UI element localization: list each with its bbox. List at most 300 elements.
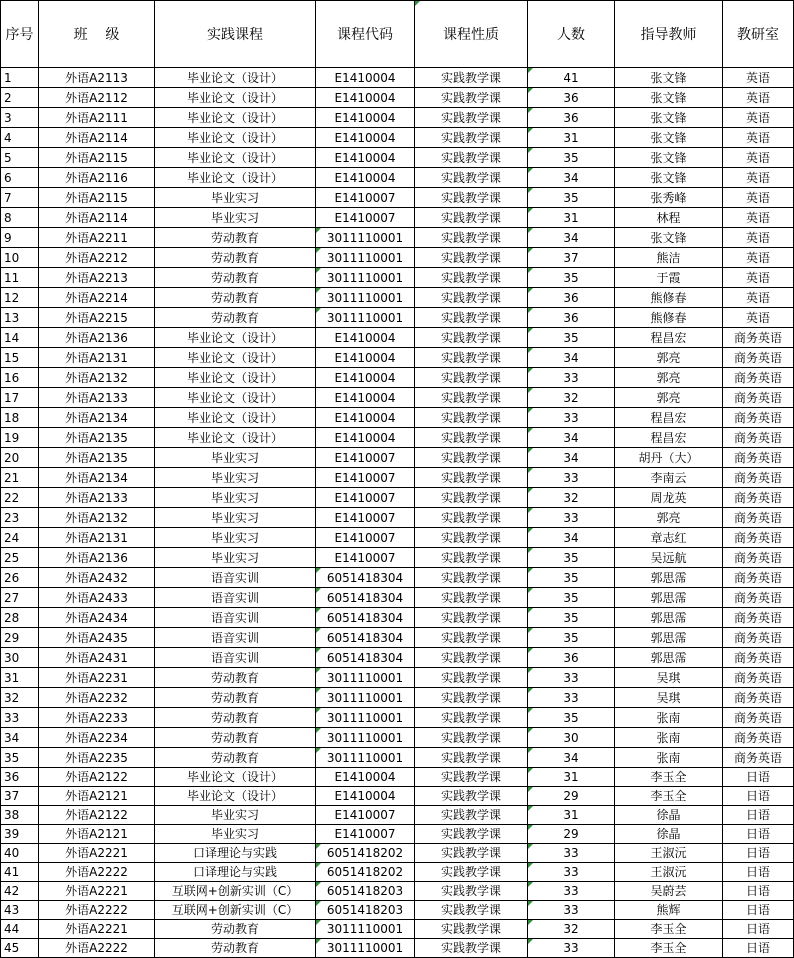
cell-type: 实践教学课 bbox=[415, 348, 528, 368]
table-row bbox=[1, 528, 794, 548]
cell-department: 商务英语 bbox=[723, 388, 794, 408]
cell-index: 38 bbox=[1, 806, 39, 825]
cell-type: 实践教学课 bbox=[415, 228, 528, 248]
cell-teacher: 程昌宏 bbox=[615, 408, 723, 428]
cell-count: 34 bbox=[528, 448, 615, 468]
cell-course: 毕业实习 bbox=[155, 825, 316, 844]
cell-code: 6051418304 bbox=[316, 568, 415, 588]
cell-course: 毕业论文（设计） bbox=[155, 88, 316, 108]
cell-index: 15 bbox=[1, 348, 39, 368]
cell-course: 毕业论文（设计） bbox=[155, 168, 316, 188]
cell-class: 外语A2234 bbox=[39, 728, 155, 748]
cell-index: 44 bbox=[1, 920, 39, 939]
table-row bbox=[1, 548, 794, 568]
cell-course: 毕业论文（设计） bbox=[155, 428, 316, 448]
cell-code: E1410004 bbox=[316, 108, 415, 128]
cell-teacher: 李玉全 bbox=[615, 920, 723, 939]
cell-code: 6051418304 bbox=[316, 608, 415, 628]
cell-code: 3011110001 bbox=[316, 939, 415, 958]
cell-course: 互联网+创新实训（C） bbox=[155, 882, 316, 901]
cell-code: E1410007 bbox=[316, 448, 415, 468]
table-header bbox=[1, 1, 794, 68]
cell-department: 英语 bbox=[723, 248, 794, 268]
cell-count: 36 bbox=[528, 288, 615, 308]
cell-type: 实践教学课 bbox=[415, 668, 528, 688]
cell-count: 34 bbox=[528, 528, 615, 548]
cell-course: 语音实训 bbox=[155, 648, 316, 668]
cell-type: 实践教学课 bbox=[415, 448, 528, 468]
table-body bbox=[1, 68, 794, 958]
cell-count: 34 bbox=[528, 228, 615, 248]
cell-teacher: 李玉全 bbox=[615, 768, 723, 787]
cell-index: 5 bbox=[1, 148, 39, 168]
cell-department: 英语 bbox=[723, 208, 794, 228]
cell-department: 英语 bbox=[723, 128, 794, 148]
cell-course: 劳动教育 bbox=[155, 268, 316, 288]
cell-code: 3011110001 bbox=[316, 288, 415, 308]
cell-type: 实践教学课 bbox=[415, 368, 528, 388]
cell-index: 22 bbox=[1, 488, 39, 508]
table-row bbox=[1, 188, 794, 208]
cell-type: 实践教学课 bbox=[415, 128, 528, 148]
cell-code: E1410007 bbox=[316, 528, 415, 548]
table-row bbox=[1, 208, 794, 228]
cell-index: 41 bbox=[1, 863, 39, 882]
cell-department: 英语 bbox=[723, 88, 794, 108]
cell-count: 33 bbox=[528, 901, 615, 920]
cell-teacher: 胡丹（大） bbox=[615, 448, 723, 468]
cell-class: 外语A2136 bbox=[39, 328, 155, 348]
cell-teacher: 郭亮 bbox=[615, 368, 723, 388]
cell-department: 英语 bbox=[723, 188, 794, 208]
cell-count: 32 bbox=[528, 488, 615, 508]
cell-index: 31 bbox=[1, 668, 39, 688]
cell-teacher: 郭亮 bbox=[615, 388, 723, 408]
cell-class: 外语A2215 bbox=[39, 308, 155, 328]
cell-department: 商务英语 bbox=[723, 668, 794, 688]
cell-department: 日语 bbox=[723, 825, 794, 844]
cell-course: 语音实训 bbox=[155, 568, 316, 588]
cell-course: 劳动教育 bbox=[155, 939, 316, 958]
cell-class: 外语A2431 bbox=[39, 648, 155, 668]
table-row bbox=[1, 901, 794, 920]
cell-course: 毕业实习 bbox=[155, 528, 316, 548]
cell-index: 11 bbox=[1, 268, 39, 288]
cell-type: 实践教学课 bbox=[415, 508, 528, 528]
cell-code: E1410007 bbox=[316, 806, 415, 825]
cell-teacher: 张文锋 bbox=[615, 128, 723, 148]
cell-code: E1410007 bbox=[316, 548, 415, 568]
cell-type: 实践教学课 bbox=[415, 844, 528, 863]
cell-teacher: 张文锋 bbox=[615, 108, 723, 128]
cell-index: 7 bbox=[1, 188, 39, 208]
cell-type: 实践教学课 bbox=[415, 628, 528, 648]
cell-department: 日语 bbox=[723, 939, 794, 958]
table-row bbox=[1, 588, 794, 608]
cell-teacher: 张南 bbox=[615, 708, 723, 728]
cell-course: 劳动教育 bbox=[155, 248, 316, 268]
cell-course: 毕业论文（设计） bbox=[155, 328, 316, 348]
cell-class: 外语A2112 bbox=[39, 88, 155, 108]
cell-code: 3011110001 bbox=[316, 248, 415, 268]
cell-teacher: 郭思霈 bbox=[615, 588, 723, 608]
cell-department: 英语 bbox=[723, 108, 794, 128]
cell-type: 实践教学课 bbox=[415, 748, 528, 768]
table-row bbox=[1, 568, 794, 588]
table-row bbox=[1, 939, 794, 958]
cell-department: 商务英语 bbox=[723, 688, 794, 708]
cell-code: E1410007 bbox=[316, 208, 415, 228]
table-row bbox=[1, 448, 794, 468]
cell-course: 互联网+创新实训（C） bbox=[155, 901, 316, 920]
cell-type: 实践教学课 bbox=[415, 768, 528, 787]
cell-department: 商务英语 bbox=[723, 368, 794, 388]
cell-index: 17 bbox=[1, 388, 39, 408]
cell-index: 45 bbox=[1, 939, 39, 958]
cell-class: 外语A2116 bbox=[39, 168, 155, 188]
header-teacher: 指导教师 bbox=[615, 1, 723, 68]
cell-index: 27 bbox=[1, 588, 39, 608]
cell-class: 外语A2136 bbox=[39, 548, 155, 568]
table-row bbox=[1, 108, 794, 128]
cell-type: 实践教学课 bbox=[415, 648, 528, 668]
cell-class: 外语A2233 bbox=[39, 708, 155, 728]
cell-class: 外语A2131 bbox=[39, 528, 155, 548]
cell-teacher: 吴琪 bbox=[615, 668, 723, 688]
cell-department: 英语 bbox=[723, 228, 794, 248]
cell-index: 23 bbox=[1, 508, 39, 528]
cell-count: 33 bbox=[528, 408, 615, 428]
cell-class: 外语A2222 bbox=[39, 901, 155, 920]
cell-count: 31 bbox=[528, 128, 615, 148]
cell-course: 毕业实习 bbox=[155, 488, 316, 508]
cell-count: 35 bbox=[528, 148, 615, 168]
cell-course: 毕业论文（设计） bbox=[155, 108, 316, 128]
cell-code: E1410004 bbox=[316, 128, 415, 148]
cell-teacher: 于霞 bbox=[615, 268, 723, 288]
cell-count: 35 bbox=[528, 328, 615, 348]
cell-class: 外语A2133 bbox=[39, 488, 155, 508]
cell-count: 35 bbox=[528, 628, 615, 648]
cell-teacher: 张南 bbox=[615, 748, 723, 768]
cell-course: 口译理论与实践 bbox=[155, 844, 316, 863]
cell-count: 33 bbox=[528, 468, 615, 488]
cell-code: E1410004 bbox=[316, 328, 415, 348]
cell-class: 外语A2432 bbox=[39, 568, 155, 588]
cell-course: 毕业论文（设计） bbox=[155, 148, 316, 168]
cell-index: 12 bbox=[1, 288, 39, 308]
cell-class: 外语A2132 bbox=[39, 368, 155, 388]
cell-code: 3011110001 bbox=[316, 920, 415, 939]
cell-teacher: 徐晶 bbox=[615, 806, 723, 825]
table-row bbox=[1, 806, 794, 825]
cell-count: 32 bbox=[528, 920, 615, 939]
cell-teacher: 郭思霈 bbox=[615, 568, 723, 588]
cell-count: 35 bbox=[528, 588, 615, 608]
cell-department: 商务英语 bbox=[723, 588, 794, 608]
cell-index: 33 bbox=[1, 708, 39, 728]
cell-course: 口译理论与实践 bbox=[155, 863, 316, 882]
header-index: 序号 bbox=[1, 1, 39, 68]
cell-index: 14 bbox=[1, 328, 39, 348]
table-row bbox=[1, 308, 794, 328]
cell-index: 42 bbox=[1, 882, 39, 901]
cell-index: 19 bbox=[1, 428, 39, 448]
cell-index: 40 bbox=[1, 844, 39, 863]
cell-teacher: 郭亮 bbox=[615, 348, 723, 368]
cell-index: 29 bbox=[1, 628, 39, 648]
cell-count: 33 bbox=[528, 863, 615, 882]
cell-class: 外语A2231 bbox=[39, 668, 155, 688]
cell-code: E1410004 bbox=[316, 428, 415, 448]
cell-department: 英语 bbox=[723, 168, 794, 188]
cell-course: 毕业实习 bbox=[155, 548, 316, 568]
table-row bbox=[1, 168, 794, 188]
header-count: 人数 bbox=[528, 1, 615, 68]
table-row bbox=[1, 368, 794, 388]
cell-code: E1410004 bbox=[316, 348, 415, 368]
table-row bbox=[1, 408, 794, 428]
cell-class: 外语A2212 bbox=[39, 248, 155, 268]
cell-count: 29 bbox=[528, 825, 615, 844]
cell-code: 6051418304 bbox=[316, 628, 415, 648]
cell-code: 6051418304 bbox=[316, 648, 415, 668]
cell-class: 外语A2435 bbox=[39, 628, 155, 648]
cell-department: 商务英语 bbox=[723, 568, 794, 588]
cell-count: 35 bbox=[528, 268, 615, 288]
cell-teacher: 章志红 bbox=[615, 528, 723, 548]
cell-count: 33 bbox=[528, 844, 615, 863]
cell-count: 31 bbox=[528, 806, 615, 825]
cell-department: 商务英语 bbox=[723, 528, 794, 548]
cell-teacher: 郭思霈 bbox=[615, 608, 723, 628]
cell-count: 35 bbox=[528, 548, 615, 568]
cell-index: 35 bbox=[1, 748, 39, 768]
table-row bbox=[1, 388, 794, 408]
cell-class: 外语A2114 bbox=[39, 208, 155, 228]
cell-type: 实践教学课 bbox=[415, 248, 528, 268]
cell-teacher: 周龙英 bbox=[615, 488, 723, 508]
cell-type: 实践教学课 bbox=[415, 288, 528, 308]
cell-department: 日语 bbox=[723, 806, 794, 825]
cell-type: 实践教学课 bbox=[415, 901, 528, 920]
cell-index: 3 bbox=[1, 108, 39, 128]
cell-teacher: 吴琪 bbox=[615, 688, 723, 708]
cell-class: 外语A2221 bbox=[39, 920, 155, 939]
cell-teacher: 郭思霈 bbox=[615, 628, 723, 648]
cell-index: 34 bbox=[1, 728, 39, 748]
table-row bbox=[1, 648, 794, 668]
cell-index: 39 bbox=[1, 825, 39, 844]
cell-department: 商务英语 bbox=[723, 468, 794, 488]
cell-type: 实践教学课 bbox=[415, 428, 528, 448]
cell-course: 劳动教育 bbox=[155, 228, 316, 248]
cell-department: 商务英语 bbox=[723, 448, 794, 468]
cell-teacher: 熊洁 bbox=[615, 248, 723, 268]
table-row bbox=[1, 508, 794, 528]
cell-teacher: 熊修春 bbox=[615, 308, 723, 328]
cell-department: 英语 bbox=[723, 288, 794, 308]
cell-department: 英语 bbox=[723, 268, 794, 288]
table-row bbox=[1, 88, 794, 108]
cell-teacher: 郭思霈 bbox=[615, 648, 723, 668]
table-row bbox=[1, 128, 794, 148]
cell-count: 37 bbox=[528, 248, 615, 268]
cell-class: 外语A2222 bbox=[39, 863, 155, 882]
cell-code: 6051418304 bbox=[316, 588, 415, 608]
cell-type: 实践教学课 bbox=[415, 920, 528, 939]
cell-type: 实践教学课 bbox=[415, 608, 528, 628]
table-row bbox=[1, 688, 794, 708]
cell-count: 34 bbox=[528, 428, 615, 448]
cell-department: 日语 bbox=[723, 882, 794, 901]
header-course: 实践课程 bbox=[155, 1, 316, 68]
cell-department: 商务英语 bbox=[723, 488, 794, 508]
cell-code: 3011110001 bbox=[316, 708, 415, 728]
header-row bbox=[1, 1, 794, 68]
cell-department: 商务英语 bbox=[723, 348, 794, 368]
cell-code: 3011110001 bbox=[316, 748, 415, 768]
cell-type: 实践教学课 bbox=[415, 488, 528, 508]
cell-class: 外语A2134 bbox=[39, 408, 155, 428]
table-row bbox=[1, 488, 794, 508]
cell-index: 18 bbox=[1, 408, 39, 428]
cell-code: 3011110001 bbox=[316, 308, 415, 328]
cell-count: 35 bbox=[528, 188, 615, 208]
cell-index: 16 bbox=[1, 368, 39, 388]
cell-count: 31 bbox=[528, 208, 615, 228]
table-row bbox=[1, 228, 794, 248]
cell-course: 劳动教育 bbox=[155, 748, 316, 768]
cell-type: 实践教学课 bbox=[415, 787, 528, 806]
cell-department: 日语 bbox=[723, 844, 794, 863]
cell-code: 3011110001 bbox=[316, 228, 415, 248]
table-row bbox=[1, 268, 794, 288]
cell-code: 6051418203 bbox=[316, 901, 415, 920]
cell-index: 20 bbox=[1, 448, 39, 468]
cell-teacher: 程昌宏 bbox=[615, 428, 723, 448]
cell-count: 36 bbox=[528, 88, 615, 108]
cell-class: 外语A2434 bbox=[39, 608, 155, 628]
cell-index: 24 bbox=[1, 528, 39, 548]
cell-teacher: 张文锋 bbox=[615, 68, 723, 88]
cell-code: E1410004 bbox=[316, 787, 415, 806]
cell-type: 实践教学课 bbox=[415, 168, 528, 188]
cell-index: 25 bbox=[1, 548, 39, 568]
cell-code: E1410007 bbox=[316, 488, 415, 508]
cell-department: 日语 bbox=[723, 920, 794, 939]
cell-class: 外语A2134 bbox=[39, 468, 155, 488]
table-row bbox=[1, 608, 794, 628]
cell-index: 37 bbox=[1, 787, 39, 806]
table-row bbox=[1, 248, 794, 268]
cell-type: 实践教学课 bbox=[415, 88, 528, 108]
table-row bbox=[1, 628, 794, 648]
cell-index: 21 bbox=[1, 468, 39, 488]
cell-code: E1410004 bbox=[316, 68, 415, 88]
cell-code: E1410007 bbox=[316, 188, 415, 208]
cell-type: 实践教学课 bbox=[415, 882, 528, 901]
cell-course: 劳动教育 bbox=[155, 708, 316, 728]
cell-index: 6 bbox=[1, 168, 39, 188]
cell-course: 语音实训 bbox=[155, 628, 316, 648]
cell-department: 日语 bbox=[723, 863, 794, 882]
cell-code: E1410007 bbox=[316, 825, 415, 844]
cell-class: 外语A2221 bbox=[39, 882, 155, 901]
cell-class: 外语A2131 bbox=[39, 348, 155, 368]
cell-department: 商务英语 bbox=[723, 628, 794, 648]
cell-count: 35 bbox=[528, 708, 615, 728]
cell-class: 外语A2222 bbox=[39, 939, 155, 958]
cell-code: 6051418202 bbox=[316, 844, 415, 863]
cell-course: 毕业实习 bbox=[155, 188, 316, 208]
cell-teacher: 李玉全 bbox=[615, 939, 723, 958]
cell-class: 外语A2213 bbox=[39, 268, 155, 288]
cell-type: 实践教学课 bbox=[415, 468, 528, 488]
table-row bbox=[1, 68, 794, 88]
cell-type: 实践教学课 bbox=[415, 806, 528, 825]
cell-type: 实践教学课 bbox=[415, 188, 528, 208]
cell-code: E1410007 bbox=[316, 468, 415, 488]
cell-code: E1410007 bbox=[316, 508, 415, 528]
cell-type: 实践教学课 bbox=[415, 68, 528, 88]
header-class: 班 级 bbox=[39, 1, 155, 68]
cell-index: 13 bbox=[1, 308, 39, 328]
cell-class: 外语A2111 bbox=[39, 108, 155, 128]
cell-index: 2 bbox=[1, 88, 39, 108]
table-row bbox=[1, 328, 794, 348]
cell-class: 外语A2115 bbox=[39, 188, 155, 208]
cell-department: 商务英语 bbox=[723, 328, 794, 348]
cell-code: 3011110001 bbox=[316, 728, 415, 748]
cell-course: 毕业论文（设计） bbox=[155, 408, 316, 428]
cell-teacher: 王淑沅 bbox=[615, 863, 723, 882]
table-row bbox=[1, 844, 794, 863]
cell-type: 实践教学课 bbox=[415, 388, 528, 408]
table-row bbox=[1, 787, 794, 806]
cell-code: 6051418202 bbox=[316, 863, 415, 882]
cell-teacher: 张文锋 bbox=[615, 88, 723, 108]
cell-course: 毕业实习 bbox=[155, 508, 316, 528]
cell-class: 外语A2132 bbox=[39, 508, 155, 528]
cell-count: 36 bbox=[528, 108, 615, 128]
cell-code: 6051418203 bbox=[316, 882, 415, 901]
cell-class: 外语A2114 bbox=[39, 128, 155, 148]
cell-teacher: 张文锋 bbox=[615, 228, 723, 248]
cell-type: 实践教学课 bbox=[415, 148, 528, 168]
cell-class: 外语A2122 bbox=[39, 768, 155, 787]
cell-type: 实践教学课 bbox=[415, 825, 528, 844]
cell-course: 毕业实习 bbox=[155, 448, 316, 468]
cell-type: 实践教学课 bbox=[415, 939, 528, 958]
table-row bbox=[1, 708, 794, 728]
cell-index: 9 bbox=[1, 228, 39, 248]
cell-count: 33 bbox=[528, 368, 615, 388]
cell-course: 毕业实习 bbox=[155, 806, 316, 825]
table-row bbox=[1, 288, 794, 308]
cell-class: 外语A2235 bbox=[39, 748, 155, 768]
cell-teacher: 张南 bbox=[615, 728, 723, 748]
cell-course: 劳动教育 bbox=[155, 288, 316, 308]
table-row bbox=[1, 825, 794, 844]
cell-class: 外语A2113 bbox=[39, 68, 155, 88]
table-row bbox=[1, 148, 794, 168]
cell-department: 英语 bbox=[723, 68, 794, 88]
table-row bbox=[1, 668, 794, 688]
table-row bbox=[1, 768, 794, 787]
table-row bbox=[1, 748, 794, 768]
header-code: 课程代码 bbox=[316, 1, 415, 68]
